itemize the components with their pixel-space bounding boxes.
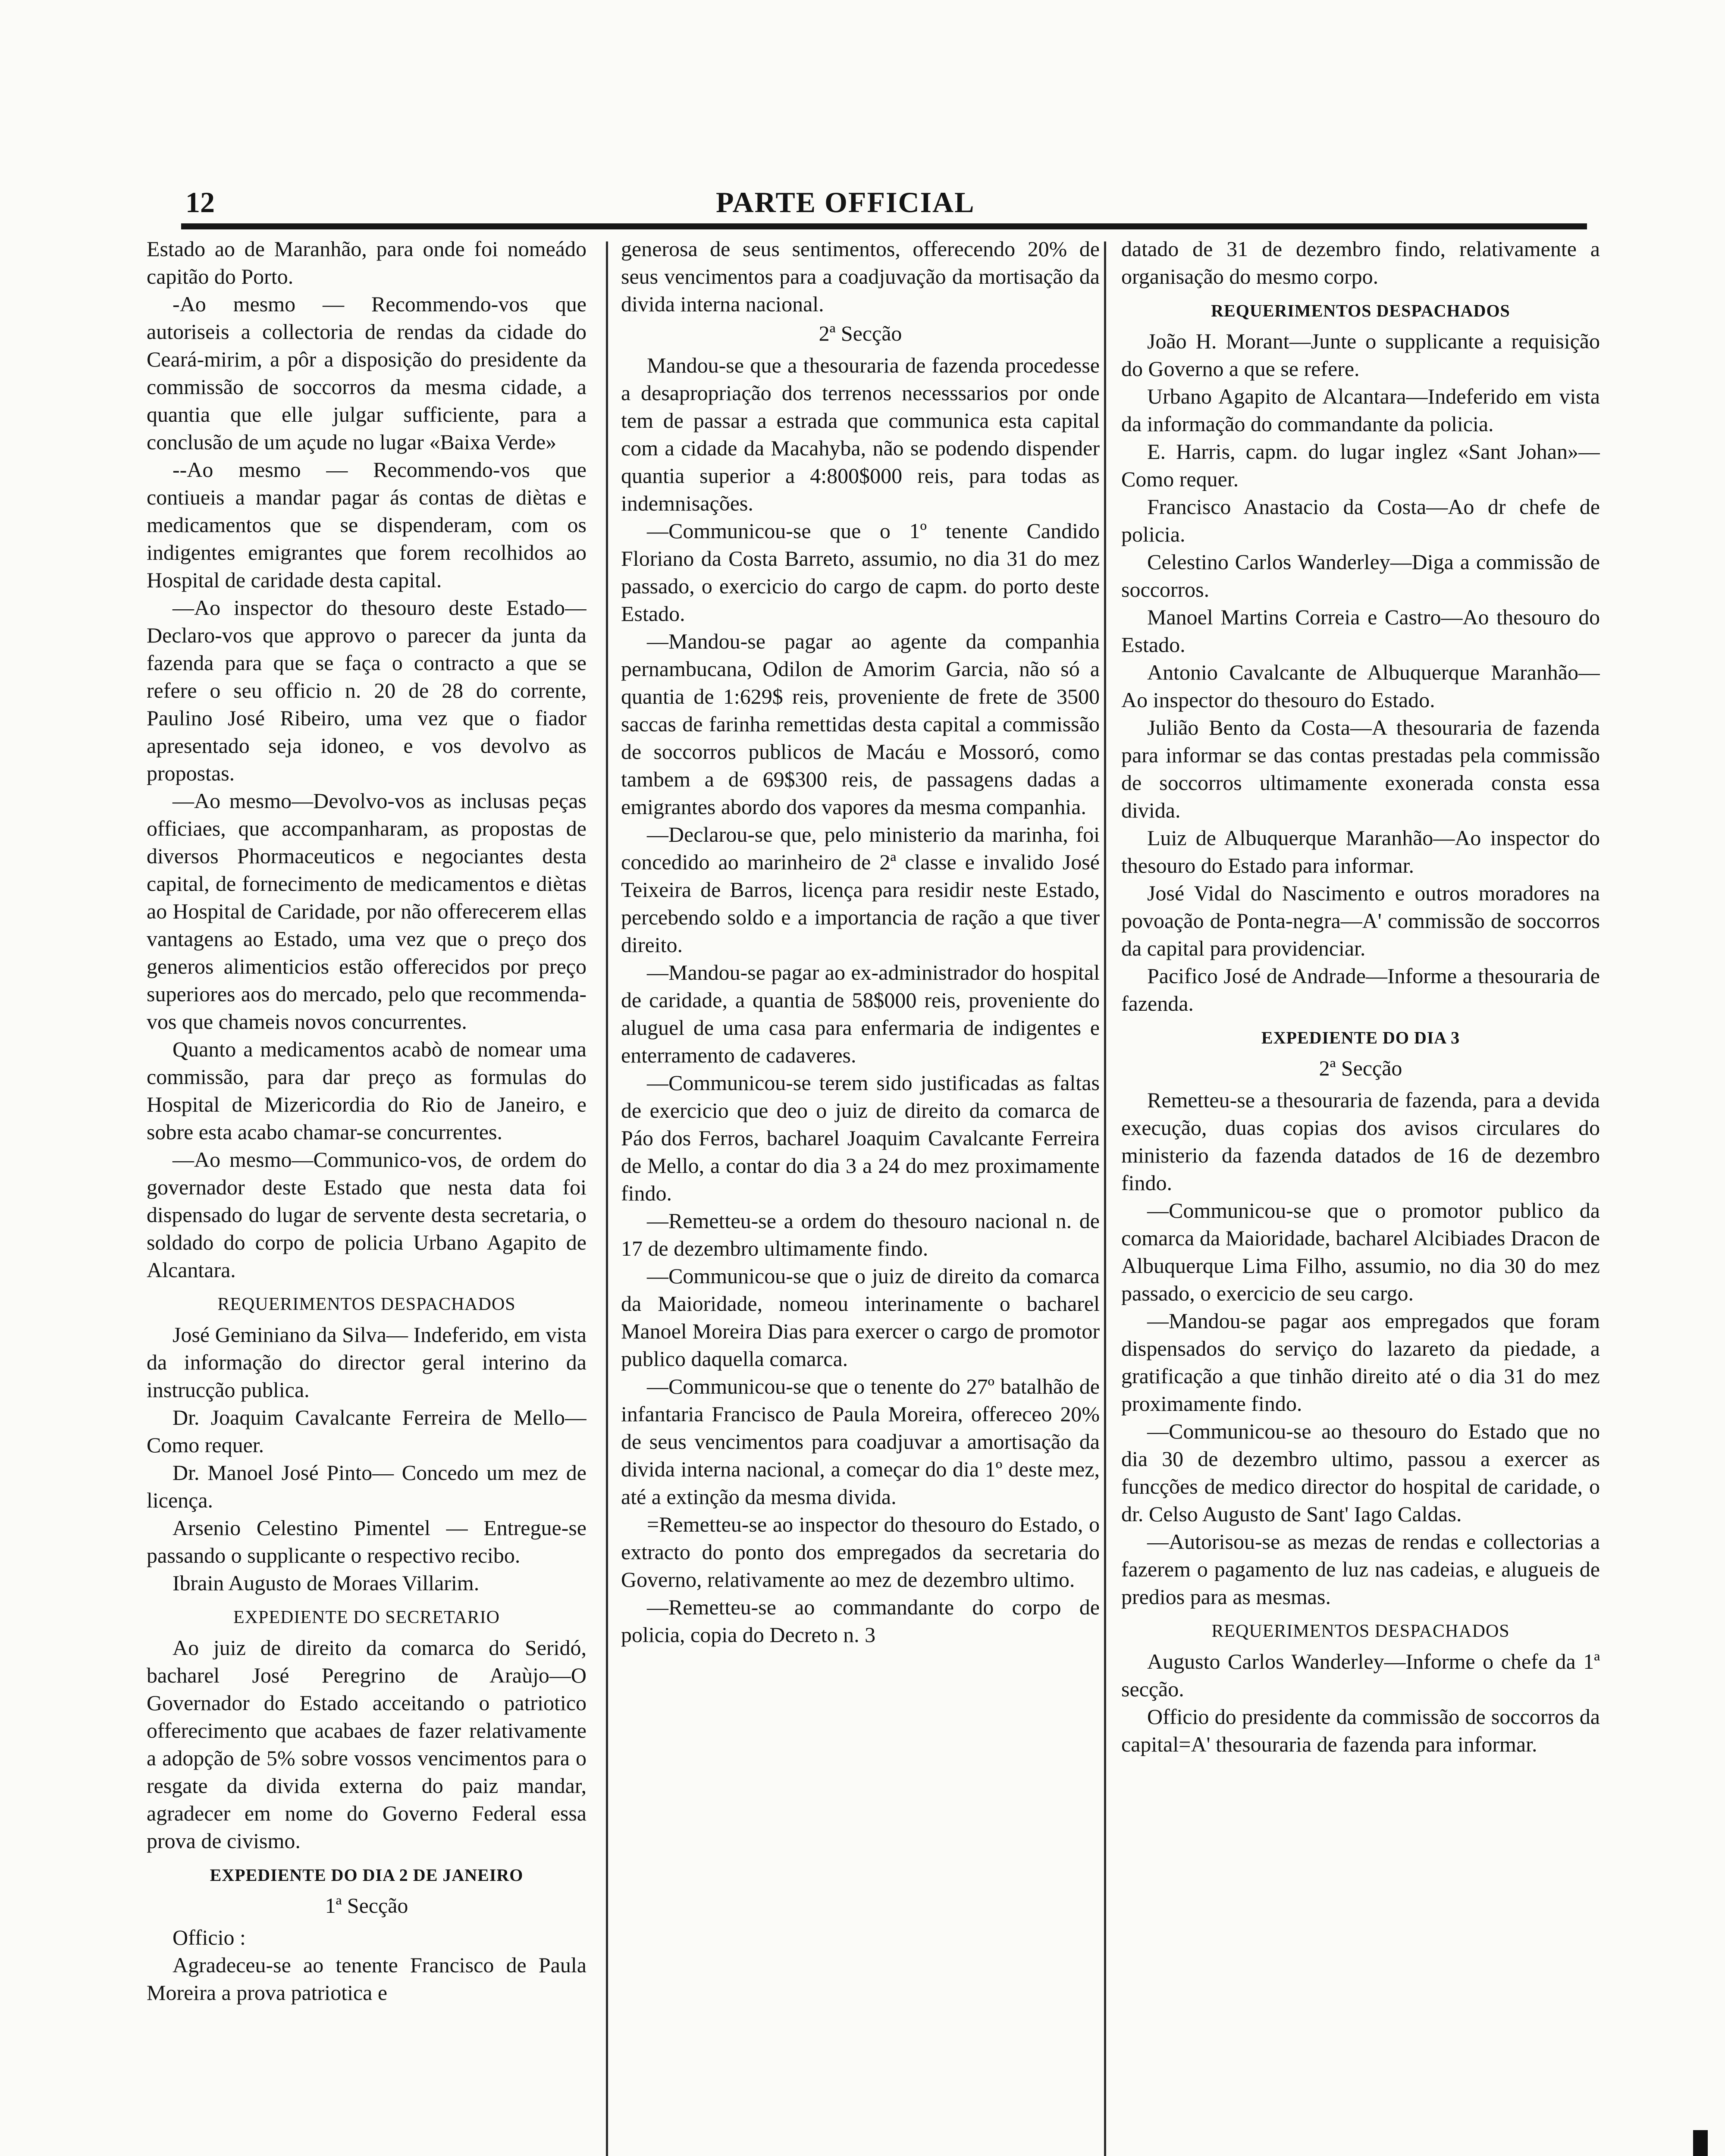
paragraph: =Remetteu-se ao inspector do thesouro do Estado, o extracto do ponto dos empregados da secretaria do Governo, relativamente ao mez de dezembro ultimo.	[621, 1512, 1100, 1592]
paragraph: Manoel Martins Correia e Castro—Ao thesouro do Estado.	[1121, 605, 1600, 657]
paragraph: —Communicou-se que o juiz de direito da comarca da Maioridade, nomeou interinamente o bacharel Manoel Moreira Dias para exercer o cargo de promotor publico daquella comarca.	[621, 1264, 1100, 1371]
paragraph: —Communicou-se ao thesouro do Estado que no dia 30 de dezembro ultimo, passou a exercer as funcções de medico director do hospital de caridade, o dr. Celso Augusto de Sant' Iago Caldas.	[1121, 1419, 1600, 1526]
paragraph: --Ao mesmo — Recommendo-vos que contiueis a mandar pagar ás contas de diètas e medicamentos que se dispenderam, com os indigentes emigrantes que forem recolhidos ao Hospital de caridade desta capital.	[147, 458, 586, 592]
paragraph: Francisco Anastacio da Costa—Ao dr chefe de policia.	[1121, 495, 1600, 546]
column-rule-1	[606, 241, 608, 2156]
paragraph: Dr. Joaquim Cavalcante Ferreira de Mello—Como requer.	[147, 1405, 586, 1457]
paragraph: —Mandou-se pagar aos empregados que foram dispensados do serviço do lazareto da piedade, a gratificação a que tinhão direito até o dia 31 do mez proximamente findo.	[1121, 1309, 1600, 1416]
paragraph: Luiz de Albuquerque Maranhão—Ao inspector do thesouro do Estado para informar.	[1121, 826, 1600, 877]
section-subheading: 2ª Secção	[1319, 1056, 1402, 1080]
section-subheading: 1ª Secção	[325, 1893, 408, 1918]
section-heading: REQUERIMENTOS DESPACHADOS	[217, 1294, 516, 1314]
paragraph: João H. Morant—Junte o supplicante a requisição do Governo a que se refere.	[1121, 329, 1600, 381]
page-number: 12	[185, 186, 215, 219]
paragraph: Quanto a medicamentos acabò de nomear uma commissão, para dar preço as formulas do Hospital de Mizericordia do Rio de Janeiro, e sobre esta acabo chamar-se concurrentes.	[147, 1037, 586, 1144]
paragraph: Agradeceu-se ao tenente Francisco de Paula Moreira a prova patriotica e	[147, 1953, 586, 2005]
section-subheading: 2ª Secção	[819, 321, 902, 345]
paragraph: —Ao inspector do thesouro deste Estado—Declaro-vos que approvo o parecer da junta da fazenda para que se faça o contracto a que se refere o seu officio n. 20 de 28 do corrente, Paulino José Ribeiro, uma vez que o fiador apresentado seja idoneo, e vos devolvo as propostas.	[147, 595, 586, 785]
section-heading: EXPEDIENTE DO DIA 3	[1261, 1028, 1460, 1047]
paragraph: Pacifico José de Andrade—Informe a thesouraria de fazenda.	[1121, 964, 1600, 1015]
paragraph: —Communicou-se que o tenente do 27º batalhão de infantaria Francisco de Paula Moreira, offereceo 20% de seus vencimentos para coadjuvar a amortisação da divida interna nacional, a começar do dia 1º deste mez, até a extinção da mesma divida.	[621, 1374, 1100, 1509]
paragraph: —Communicou-se terem sido justificadas as faltas de exercicio que deo o juiz de direito da comarca de Páo dos Ferros, bacharel Joaquim Cavalcante Ferreira de Mello, a contar do dia 3 a 24 do mez proximamente findo.	[621, 1071, 1100, 1205]
paragraph: José Geminiano da Silva— Indeferido, em vista da informação do director geral interino da instrucção publica.	[147, 1322, 586, 1402]
paragraph: Mandou-se que a thesouraria de fazenda procedesse a desapropriação dos terrenos necesssarios por onde tem de passar a estrada que communica esta capital com a cidade da Macahyba, não se podendo dispender quantia superior a 4:800$000 reis, para todas as indemnisações.	[621, 353, 1100, 515]
section-heading: EXPEDIENTE DO DIA 2 DE JANEIRO	[210, 1865, 524, 1885]
paragraph: —Mandou-se pagar ao agente da companhia pernambucana, Odilon de Amorim Garcia, não só a quantia de 1:629$ reis, proveniente de frete de 3500 saccas de farinha remettidas desta capital a commissão de soccorros publicos de Macáu e Mossoró, como tambem a de 69$300 reis, de passagens dadas a emigrantes abordo dos vapores da mesma companhia.	[621, 629, 1100, 819]
section-heading: REQUERIMENTOS DESPACHADOS	[1211, 1621, 1510, 1641]
paragraph: Officio do presidente da commissão de soccorros da capital=A' thesouraria de fazenda para informar.	[1121, 1705, 1600, 1756]
paragraph: Celestino Carlos Wanderley—Diga a commissão de soccorros.	[1121, 550, 1600, 602]
paragraph: Dr. Manoel José Pinto— Concedo um mez de licença.	[147, 1460, 586, 1512]
paragraph: —Declarou-se que, pelo ministerio da marinha, foi concedido ao marinheiro de 2ª classe e invalido José Teixeira de Barros, licença para residir neste Estado, percebendo soldo e a importancia de ração a que tiver direito.	[621, 822, 1100, 957]
paragraph: Julião Bento da Costa—A thesouraria de fazenda para informar se das contas prestadas pela commissão de soccorros ultimamente exonerada consta essa divida.	[1121, 715, 1600, 822]
scan-edge-mark	[1693, 2130, 1708, 2156]
paragraph: Remetteu-se a thesouraria de fazenda, para a devida execução, duas copias dos avisos circulares do ministerio da fazenda datados de 16 de dezembro findo.	[1121, 1088, 1600, 1195]
header-rule	[181, 223, 1587, 229]
running-head: PARTE OFFICIAL	[716, 186, 975, 219]
paragraph: —Ao mesmo—Devolvo-vos as inclusas peças officiaes, que accompanharam, as propostas de diversos Phormaceuticos e negociantes desta capital, de fornecimento de medicamentos e diètas ao Hospital de Caridade, por não offerecerem ellas vantagens ao Estado, uma vez que o preço dos generos alimenticios estão offerecidos por preço superiores aos do mercado, pelo que recommenda-vos que chameis novos concurrentes.	[147, 789, 586, 1034]
paragraph: generosa de seus sentimentos, offerecendo 20% de seus vencimentos para a coadjuvação da mortisação da divida interna nacional.	[621, 237, 1100, 316]
column-rule-2	[1104, 241, 1106, 2156]
paragraph: —Communicou-se que o promotor publico da comarca da Maioridade, bacharel Alcibiades Dracon de Albuquerque Lima Filho, assumio, no dia 30 do mez passado, o exercicio de seu cargo.	[1121, 1198, 1600, 1305]
paragraph: —Ao mesmo—Communico-vos, de ordem do governador deste Estado que nesta data foi dispensado do lugar de servente desta secretaria, o soldado do corpo de policia Urbano Agapito de Alcantara.	[147, 1147, 586, 1282]
paragraph: Antonio Cavalcante de Albuquerque Maranhão—Ao inspector do thesouro do Estado.	[1121, 660, 1600, 712]
paragraph: —Remetteu-se a ordem do thesouro nacional n. de 17 de dezembro ultimamente findo.	[621, 1209, 1100, 1260]
paragraph: —Communicou-se que o 1º tenente Candido Floriano da Costa Barreto, assumio, no dia 31 do mez passado, o exercicio do cargo de capm. do porto deste Estado.	[621, 519, 1100, 626]
paragraph: Urbano Agapito de Alcantara—Indeferido em vista da informação do commandante da policia.	[1121, 384, 1600, 436]
section-heading: EXPEDIENTE DO SECRETARIO	[233, 1608, 500, 1627]
paragraph: Ibrain Augusto de Moraes Villarim.	[172, 1571, 480, 1595]
paragraph: Officio :	[172, 1925, 246, 1949]
column-3	[1121, 235, 1600, 2156]
section-heading: REQUERIMENTOS DESPACHADOS	[1211, 301, 1510, 320]
paragraph: Estado ao de Maranhão, para onde foi nomeádo capitão do Porto.	[147, 237, 586, 288]
column-1	[147, 235, 586, 2156]
column-2	[621, 235, 1100, 2156]
paragraph: —Mandou-se pagar ao ex-administrador do hospital de caridade, a quantia de 58$000 reis, proveniente do aluguel de uma casa para enfermaria de indigentes e enterramento de cadaveres.	[621, 960, 1100, 1067]
paragraph: —Remetteu-se ao commandante do corpo de policia, copia do Decreto n. 3	[621, 1595, 1100, 1647]
paragraph: -Ao mesmo — Recommendo-vos que autoriseis a collectoria de rendas da cidade do Ceará-mirim, a pôr a disposição do presidente da commissão de soccorros da mesma cidade, a quantia que elle julgar sufficiente, para a conclusão de um açude no lugar «Baixa Verde»	[147, 292, 586, 454]
paragraph: Arsenio Celestino Pimentel — Entregue-se passando o supplicante o respectivo recibo.	[147, 1516, 586, 1567]
paragraph: Augusto Carlos Wanderley—Informe o chefe da 1ª secção.	[1121, 1649, 1600, 1701]
paragraph: José Vidal do Nascimento e outros moradores na povoação de Ponta-negra—A' commissão de soccorros da capital para providenciar.	[1121, 881, 1600, 960]
paragraph: datado de 31 de dezembro findo, relativamente a organisação do mesmo corpo.	[1121, 237, 1600, 288]
paragraph: E. Harris, capm. do lugar inglez «Sant Johan»—Como requer.	[1121, 439, 1600, 491]
paragraph: —Autorisou-se as mezas de rendas e collectorias a fazerem o pagamento de luz nas cadeias, e alugueis de predios para as mesmas.	[1121, 1529, 1600, 1609]
paragraph: Ao juiz de direito da comarca do Seridó, bacharel José Peregrino de Araùjo—O Governador do Estado acceitando o patriotico offerecimento que acabaes de fazer relativamente a adopção de 5% sobre vossos vencimentos para o resgate da divida externa do paiz mandar, agradecer em nome do Governo Federal essa prova de civismo.	[147, 1636, 586, 1853]
